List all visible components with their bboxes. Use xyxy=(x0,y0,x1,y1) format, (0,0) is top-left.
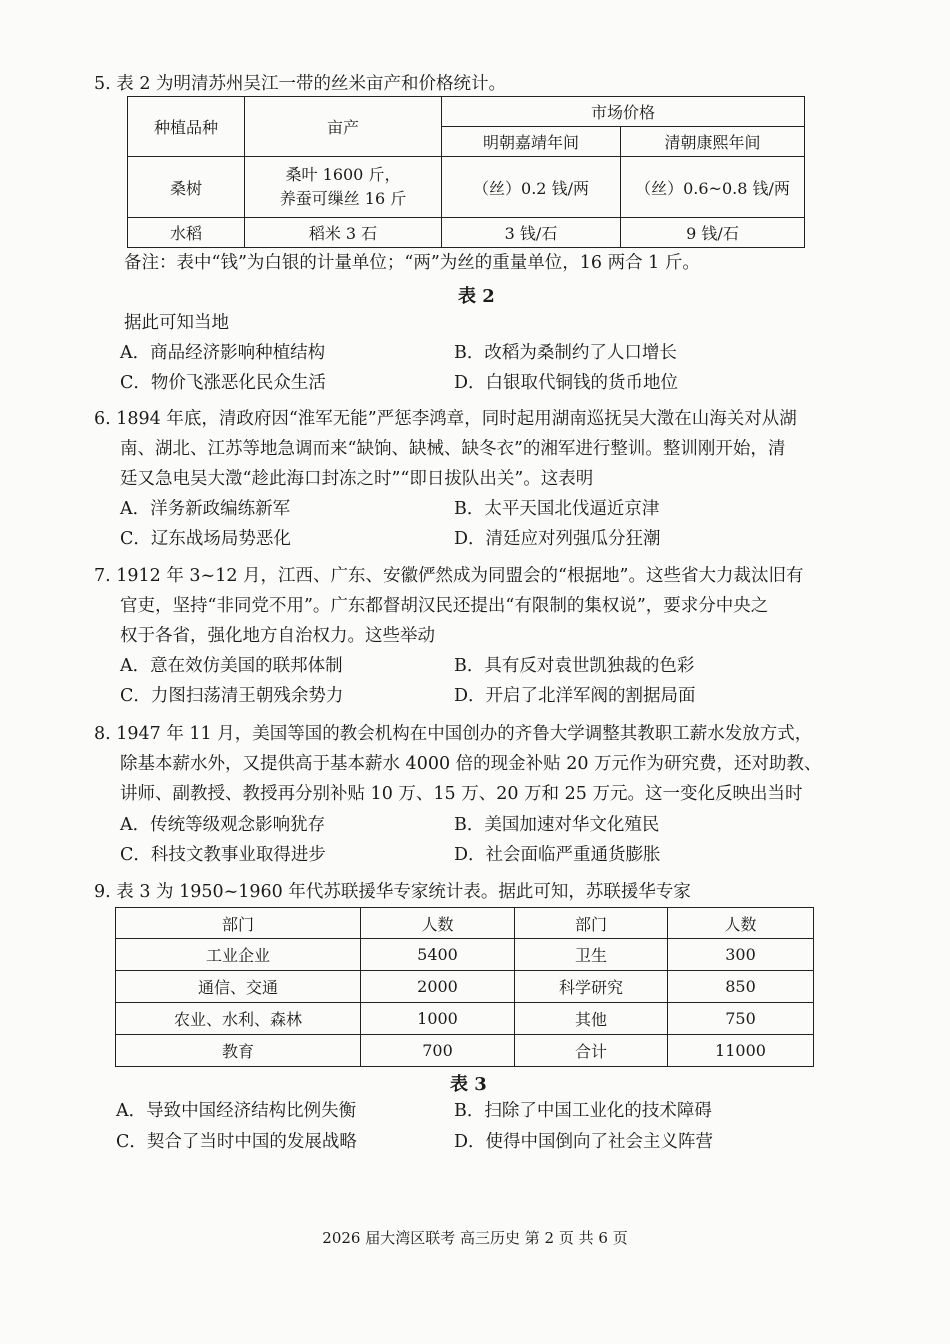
q5-option-a[interactable]: A．商品经济影响种植结构 xyxy=(120,343,326,363)
table-row xyxy=(116,971,814,1003)
header-count: 人数 xyxy=(668,908,814,939)
table-3 xyxy=(115,907,814,1067)
q7-option-c[interactable]: C．力图扫荡清王朝残余势力 xyxy=(120,686,344,706)
table-header-row xyxy=(116,908,814,939)
page-footer: 2026 届大湾区联考 高三历史 第 2 页 共 6 页 xyxy=(322,1229,628,1247)
q6-option-b[interactable]: B．太平天国北伐逼近京津 xyxy=(454,499,660,519)
q6-option-c[interactable]: C．辽东战场局势恶化 xyxy=(120,529,291,549)
q5-lead: 据此可知当地 xyxy=(124,313,229,333)
cell-ming-price: 3 钱/石 xyxy=(442,217,621,247)
cell-count: 750 xyxy=(668,1003,814,1035)
q9-option-d[interactable]: D．使得中国倒向了社会主义阵营 xyxy=(454,1132,714,1152)
table-row xyxy=(128,217,805,247)
table-row xyxy=(116,939,814,971)
cell-dept: 科学研究 xyxy=(515,971,668,1003)
cell-count: 300 xyxy=(668,939,814,971)
cell-count: 1000 xyxy=(361,1003,515,1035)
cell-count: 700 xyxy=(361,1035,515,1067)
header-qing: 清朝康熙年间 xyxy=(621,127,805,157)
q8-option-b[interactable]: B．美国加速对华文化殖民 xyxy=(454,815,660,835)
q9-option-a[interactable]: A．导致中国经济结构比例失衡 xyxy=(116,1101,357,1121)
q7-option-a[interactable]: A．意在效仿美国的联邦体制 xyxy=(120,656,343,676)
q6-stem-line1: 6. 1894 年底，清政府因“淮军无能”严惩李鸿章，同时起用湖南巡抚吴大澂在山海关对从湖 xyxy=(94,409,797,429)
q6-option-d[interactable]: D．清廷应对列强瓜分狂潮 xyxy=(454,529,661,549)
q6-stem-line2: 南、湖北、江苏等地急调而来“缺饷、缺械、缺冬衣”的湘军进行整训。整训刚开始，清 xyxy=(120,439,786,459)
q8-stem-line1: 8. 1947 年 11 月，美国等国的教会机构在中国创办的齐鲁大学调整其教职工薪水发放方式， xyxy=(94,724,813,744)
q8-stem-line3: 讲师、副教授、教授再分别补贴 10 万、15 万、20 万和 25 万元。这一变化反映出当时 xyxy=(120,784,803,804)
cell-count: 2000 xyxy=(361,971,515,1003)
q5-option-b[interactable]: B．改稻为桑制约了人口增长 xyxy=(454,343,677,363)
header-ming: 明朝嘉靖年间 xyxy=(442,127,621,157)
header-dept: 部门 xyxy=(515,908,668,939)
header-yield: 亩产 xyxy=(245,97,442,157)
cell-dept: 工业企业 xyxy=(116,939,361,971)
q9-stem: 9. 表 3 为 1950~1960 年代苏联援华专家统计表。据此可知，苏联援华专家 xyxy=(94,882,691,902)
header-count: 人数 xyxy=(361,908,515,939)
table-2 xyxy=(127,96,805,248)
q7-stem-line2: 官吏，坚持“非同党不用”。广东都督胡汉民还提出“有限制的集权说”，要求分中央之 xyxy=(120,596,769,616)
q5-option-d[interactable]: D．白银取代铜钱的货币地位 xyxy=(454,373,679,393)
q7-stem-line1: 7. 1912 年 3~12 月，江西、广东、安徽俨然成为同盟会的“根据地”。这些省大力裁汰旧有 xyxy=(94,566,804,586)
q7-option-b[interactable]: B．具有反对袁世凯独裁的色彩 xyxy=(454,656,695,676)
cell-dept: 合计 xyxy=(515,1035,668,1067)
header-crop: 种植品种 xyxy=(128,97,245,157)
cell-count: 5400 xyxy=(361,939,515,971)
cell-dept: 教育 xyxy=(116,1035,361,1067)
cell-crop: 水稻 xyxy=(128,217,245,247)
header-market-price: 市场价格 xyxy=(442,97,805,127)
cell-ming-price: （丝）0.2 钱/两 xyxy=(442,157,621,217)
q5-stem: 5. 表 2 为明清苏州吴江一带的丝米亩产和价格统计。 xyxy=(94,74,507,94)
cell-yield: 稻米 3 石 xyxy=(245,217,442,247)
cell-count: 850 xyxy=(668,971,814,1003)
q5-option-c[interactable]: C．物价飞涨恶化民众生活 xyxy=(120,373,326,393)
cell-qing-price: （丝）0.6~0.8 钱/两 xyxy=(621,157,805,217)
table-row xyxy=(116,1003,814,1035)
table-row xyxy=(116,1035,814,1067)
table-row xyxy=(128,157,805,217)
cell-yield-line2: 养蚕可缫丝 16 斤 xyxy=(279,189,407,209)
q8-option-c[interactable]: C．科技文教事业取得进步 xyxy=(120,845,326,865)
table-2-caption: 表 2 xyxy=(458,286,495,307)
q8-stem-line2: 除基本薪水外，又提供高于基本薪水 4000 倍的现金补贴 20 万元作为研究费，还对助教、 xyxy=(120,754,822,774)
cell-crop: 桑树 xyxy=(128,157,245,217)
cell-count: 11000 xyxy=(668,1035,814,1067)
table-2-note: 备注：表中“钱”为白银的计量单位；“两”为丝的重量单位，16 两合 1 斤。 xyxy=(124,253,700,273)
cell-qing-price: 9 钱/石 xyxy=(621,217,805,247)
cell-dept: 农业、水利、森林 xyxy=(116,1003,361,1035)
cell-dept: 卫生 xyxy=(515,939,668,971)
q7-option-d[interactable]: D．开启了北洋军阀的割据局面 xyxy=(454,686,696,706)
table-3-caption: 表 3 xyxy=(450,1074,487,1095)
q8-option-d[interactable]: D．社会面临严重通货膨胀 xyxy=(454,845,661,865)
q7-stem-line3: 权于各省，强化地方自治权力。这些举动 xyxy=(120,626,435,646)
cell-yield xyxy=(245,157,442,217)
cell-yield-line1: 桑叶 1600 斤， xyxy=(285,165,401,185)
q9-option-b[interactable]: B．扫除了中国工业化的技术障碍 xyxy=(454,1101,712,1121)
q9-option-c[interactable]: C．契合了当时中国的发展战略 xyxy=(116,1132,357,1152)
q6-option-a[interactable]: A．洋务新政编练新军 xyxy=(120,499,291,519)
cell-dept: 其他 xyxy=(515,1003,668,1035)
q6-stem-line3: 廷又急电吴大澂“趁此海口封冻之时”“即日拔队出关”。这表明 xyxy=(120,469,594,489)
header-dept: 部门 xyxy=(116,908,361,939)
q8-option-a[interactable]: A．传统等级观念影响犹存 xyxy=(120,815,326,835)
cell-dept: 通信、交通 xyxy=(116,971,361,1003)
